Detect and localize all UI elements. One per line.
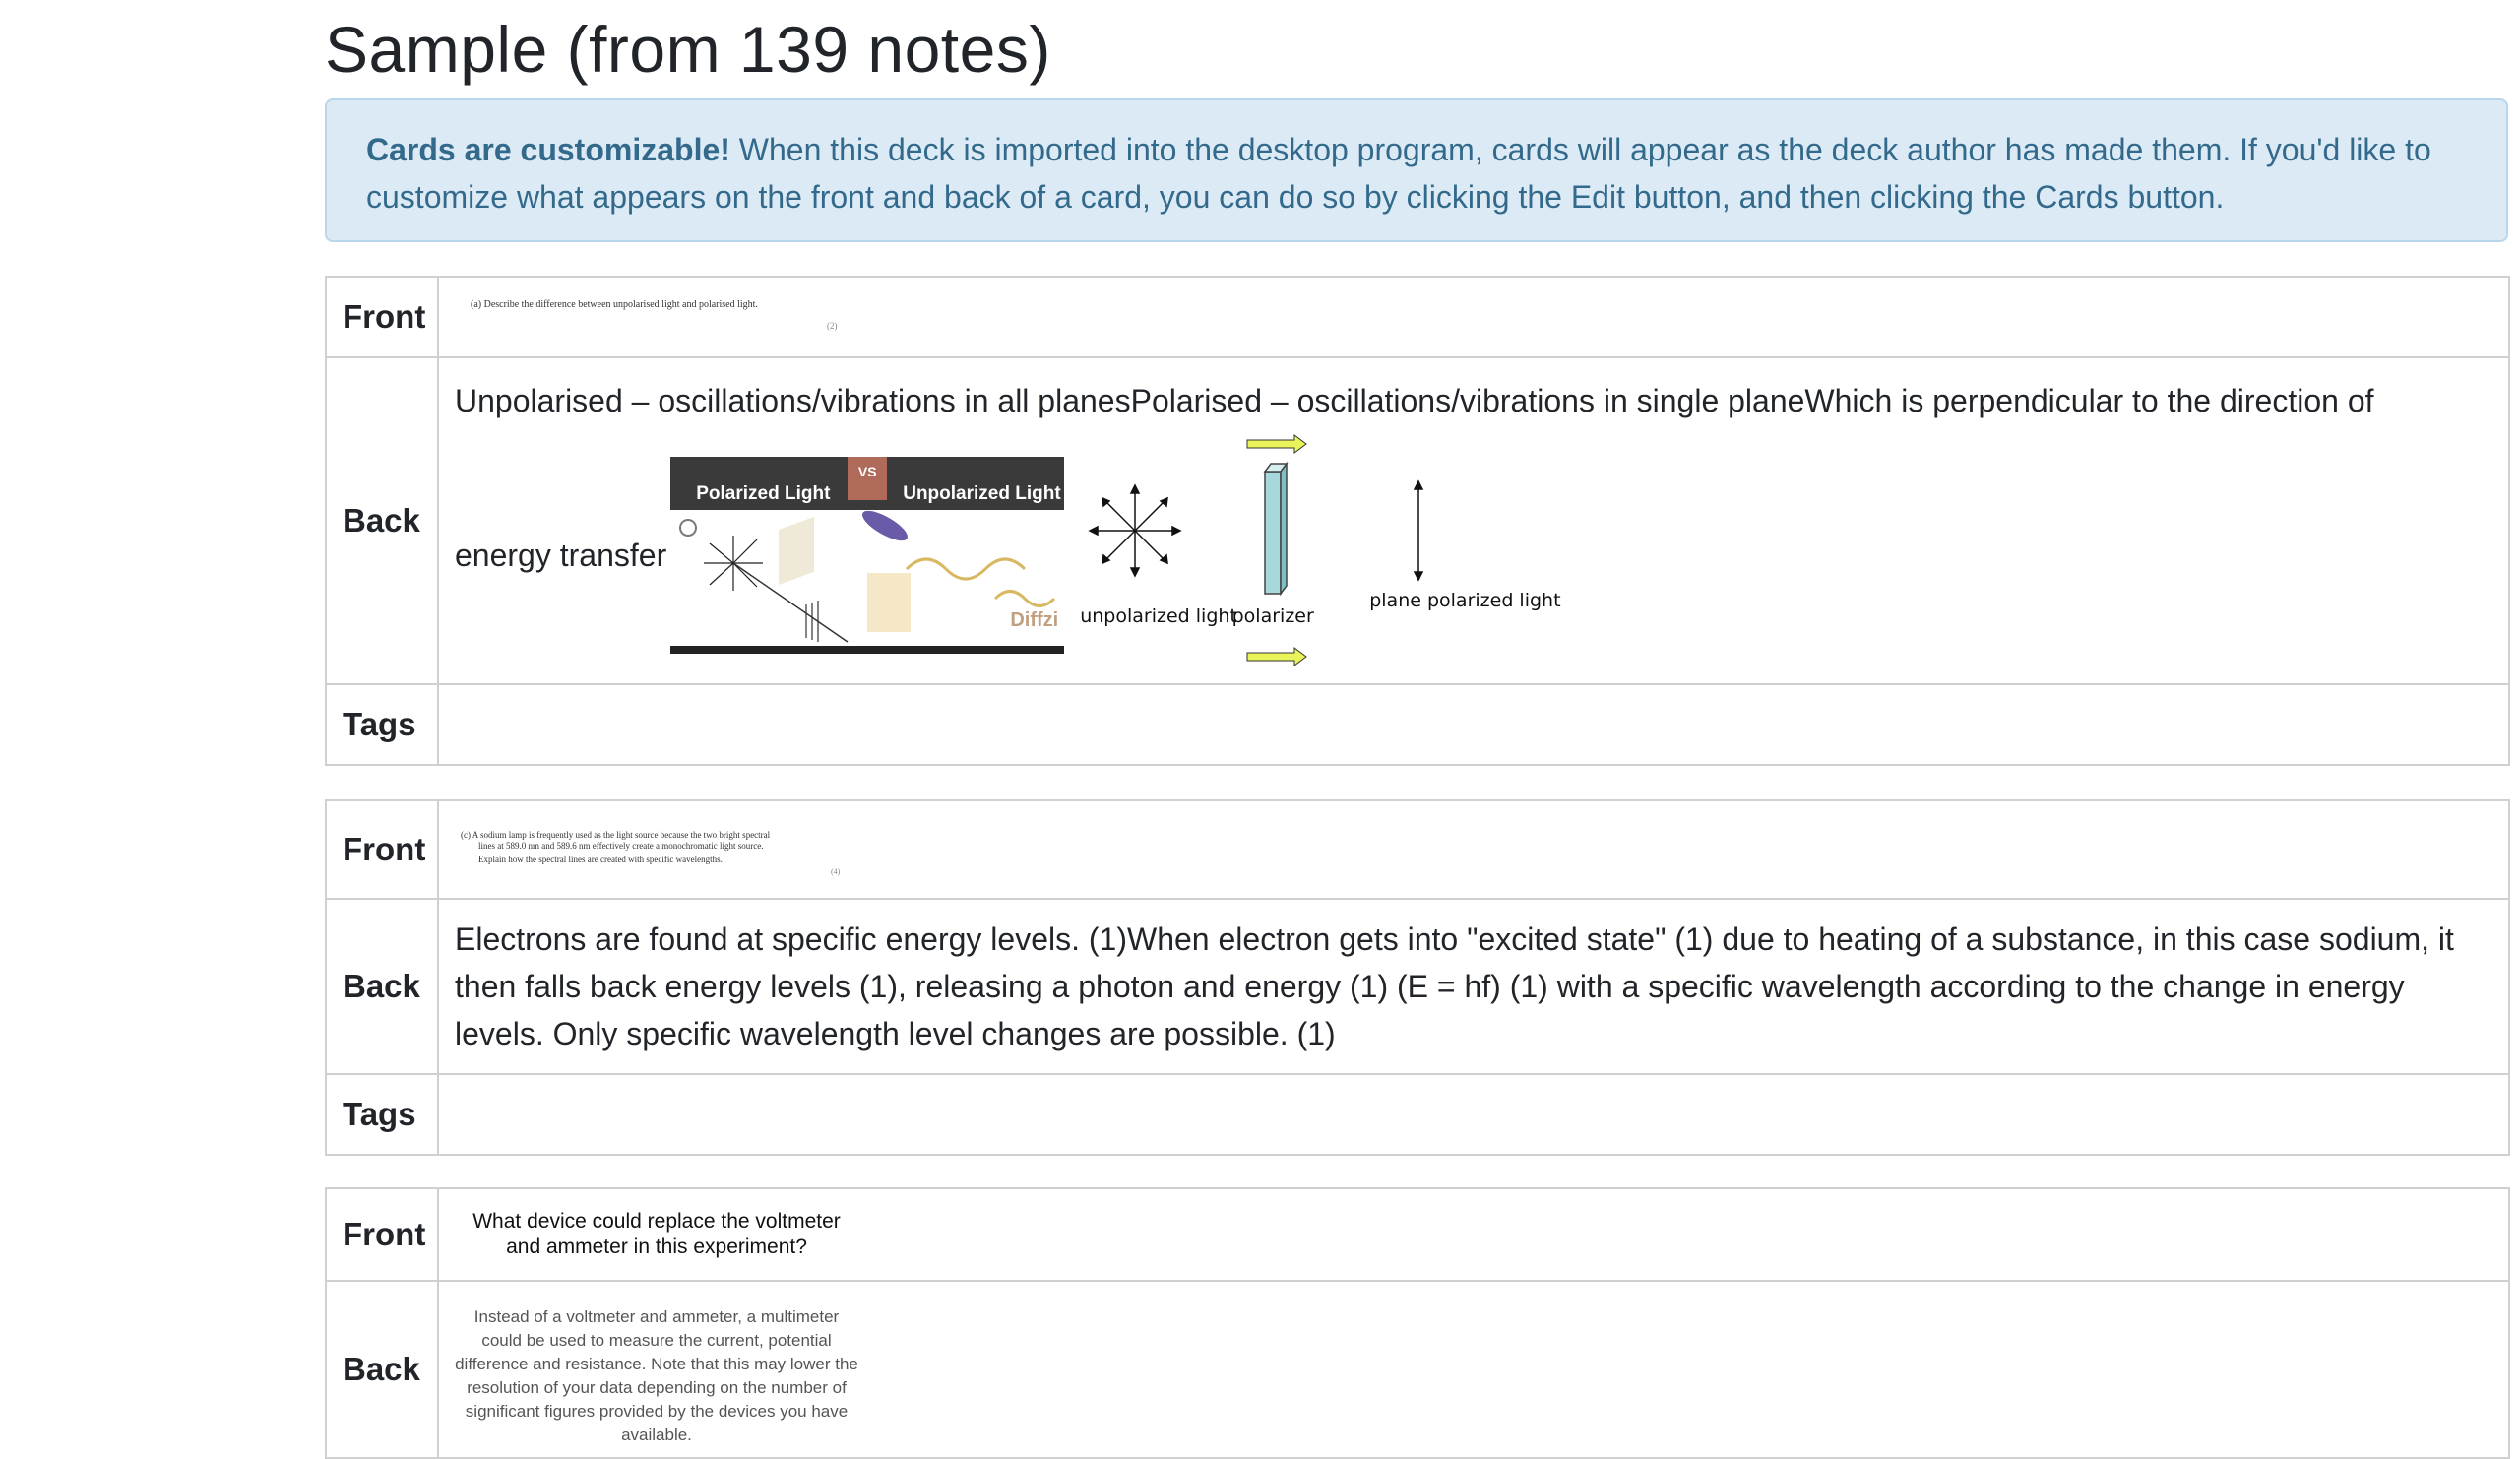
back-label: Back bbox=[326, 357, 438, 684]
card-3-back-row bbox=[326, 1281, 2509, 1458]
card-3-front-text: What device could replace the voltmeter and ammeter in this experiment? bbox=[472, 1210, 841, 1258]
back-label: Back bbox=[326, 899, 438, 1074]
card-1-front-question: (a) Describe the difference between unpolarised light and polarised light. bbox=[471, 299, 758, 310]
card-1-back-line2: energy transfer bbox=[455, 538, 667, 573]
back-label: Back bbox=[326, 1281, 438, 1458]
card-1-front bbox=[438, 277, 2509, 357]
front-label: Front bbox=[326, 1188, 438, 1281]
card-1-back bbox=[438, 357, 2509, 684]
image-vs-badge: VS bbox=[848, 457, 887, 500]
polarizer-label: polarizer bbox=[1231, 605, 1314, 627]
page-title: Sample (from 139 notes) bbox=[325, 13, 1051, 86]
image-left-title: Polarized Light bbox=[696, 483, 831, 504]
card-1-front-row bbox=[326, 277, 2509, 357]
front-label: Front bbox=[326, 277, 438, 357]
unpolarized-light-label: unpolarized light bbox=[1080, 605, 1237, 627]
card-2-front-marks: (4) bbox=[831, 867, 841, 876]
alert-text: When this deck is imported into the desktop program, cards will appear as the deck author has made them. If you'd like to customize what appears on the front and back of a card, you can do so by clicking the Edit button, and then clicking the Cards button. bbox=[366, 132, 2431, 215]
card-2-back: Electrons are found at specific energy levels. (1)When electron gets into "excited state" (1) due to heating of a substance, in this case sodium, it then falls back energy levels (1), releasing a photon and energy (1) (E = hf) (1) with a specific wavelength according to the change in energy levels. Only specific wavelength level changes are possible. (1) bbox=[438, 899, 2509, 1074]
card-2-back-row bbox=[326, 899, 2509, 1074]
polarizer-diagram-image bbox=[1080, 432, 1561, 678]
card-3-back-text: Instead of a voltmeter and ammeter, a multimeter could be used to measure the current, potential difference and resistance. Note that this may lower the resolution of your data depending on the number of significant figures provided by the devices you have available. bbox=[455, 1307, 858, 1444]
tags-label: Tags bbox=[326, 1074, 438, 1155]
card-1 bbox=[325, 276, 2510, 766]
polarizer-arrows-icon bbox=[1080, 432, 1561, 678]
card-2-front bbox=[438, 800, 2509, 899]
tags-label: Tags bbox=[326, 684, 438, 765]
card-1-front-marks: (2) bbox=[827, 321, 838, 331]
card-3 bbox=[325, 1187, 2510, 1459]
image-brand: Diffzi bbox=[1010, 609, 1059, 631]
card-2-front-row bbox=[326, 800, 2509, 899]
card-1-front-image bbox=[455, 287, 868, 347]
card-3-back bbox=[438, 1281, 2509, 1458]
plane-polarized-light-label: plane polarized light bbox=[1369, 590, 1561, 611]
image-right-title: Unpolarized Light bbox=[903, 483, 1061, 504]
polarization-diagram-icon bbox=[670, 510, 1064, 646]
card-1-tags bbox=[438, 684, 2509, 765]
card-1-back-row bbox=[326, 357, 2509, 684]
card-2-front-line1: (c) A sodium lamp is frequently used as the light source because the two bright spectral bbox=[461, 830, 771, 840]
card-2-tags bbox=[438, 1074, 2509, 1155]
front-label: Front bbox=[326, 800, 438, 899]
card-2 bbox=[325, 799, 2510, 1156]
card-2-front-image bbox=[455, 810, 868, 889]
customizable-alert bbox=[325, 98, 2508, 242]
card-2-front-line2: lines at 589.0 nm and 589.6 nm effectively create a monochromatic light source. bbox=[478, 841, 764, 851]
card-3-front-row bbox=[326, 1188, 2509, 1281]
card-1-back-line1: Unpolarised – oscillations/vibrations in all planesPolarised – oscillations/vibrations in single planeWhich is perpendicular to the direction of bbox=[455, 383, 2374, 418]
polarized-vs-unpolarized-image bbox=[670, 457, 1064, 654]
card-3-front bbox=[438, 1188, 2509, 1281]
card-2-front-line3: Explain how the spectral lines are created with specific wavelengths. bbox=[478, 855, 723, 864]
card-1-tags-row bbox=[326, 684, 2509, 765]
card-2-tags-row bbox=[326, 1074, 2509, 1155]
alert-bold: Cards are customizable! bbox=[366, 132, 730, 167]
